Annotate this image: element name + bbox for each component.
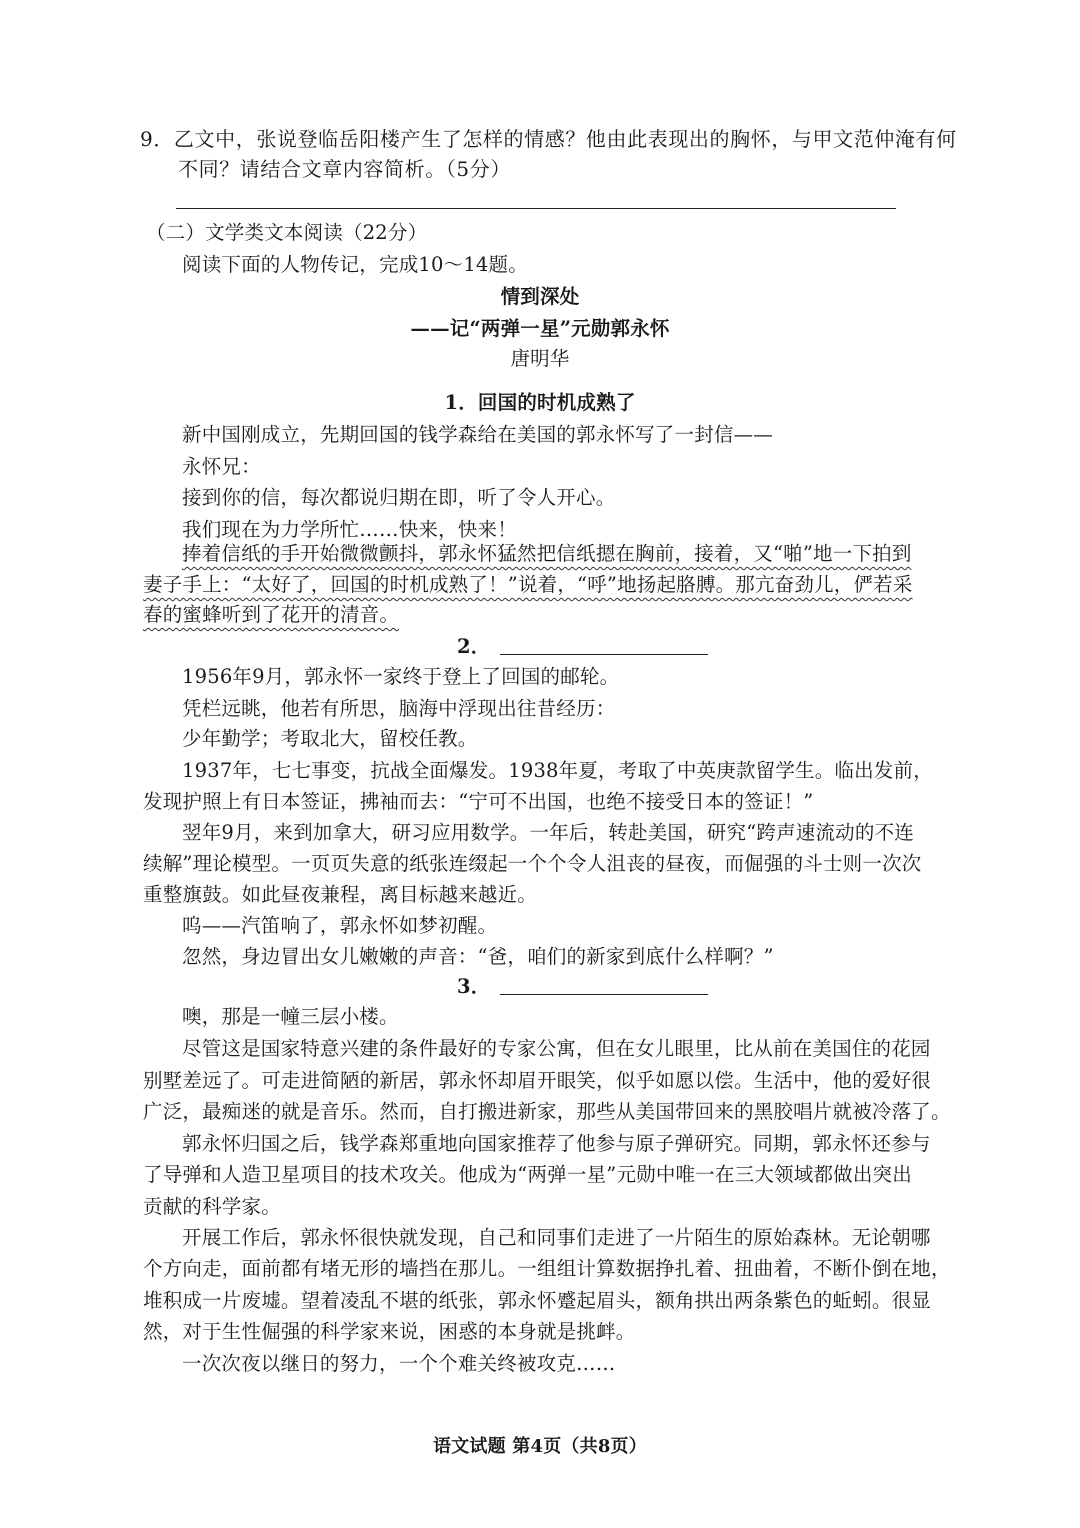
- paragraph-line: 贡献的科学家。: [143, 1195, 281, 1218]
- underlined-passage-line: 妻子手上：“太好了，回国的时机成熟了！”说着，“呼”地扬起胳膊。那亢奋劲儿，俨若采: [143, 573, 913, 596]
- section-title: （二）文学类文本阅读（22分）: [146, 221, 428, 244]
- paragraph-line: 重整旗鼓。如此昼夜兼程，离目标越来越近。: [143, 883, 538, 906]
- paragraph-line: 开展工作后，郭永怀很快就发现，自己和同事们走进了一片陌生的原始森林。无论朝哪: [182, 1226, 931, 1249]
- paragraph-line: 1937年，七七事变，抗战全面爆发。1938年夏，考取了中英庚款留学生。临出发前，: [182, 759, 933, 782]
- paragraph-line: 接到你的信，每次都说归期在即，听了令人开心。: [182, 486, 616, 509]
- page-footer: 语文试题 第4页（共8页）: [433, 1436, 647, 1457]
- paragraph-line: 呜——汽笛响了，郭永怀如梦初醒。: [182, 914, 498, 937]
- paragraph-line: 了导弹和人造卫星项目的技术攻关。他成为“两弹一星”元勋中唯一在三大领域都做出突出: [143, 1163, 912, 1186]
- underlined-passage-line: 春的蜜蜂听到了花开的清音。: [143, 603, 400, 626]
- paragraph-line: 然，对于生性倔强的科学家来说，困惑的本身就是挑衅。: [143, 1320, 636, 1343]
- paragraph-line: 我们现在为力学所忙……快来，快来！: [182, 518, 517, 541]
- part-2-heading: [457, 634, 708, 660]
- paragraph-line: 续解”理论模型。一页页失意的纸张连缀起一个个令人沮丧的昼夜，而倔强的斗士则一次次: [143, 852, 922, 875]
- paragraph-line: 郭永怀归国之后，钱学森郑重地向国家推荐了他参与原子弹研究。同期，郭永怀还参与: [182, 1132, 931, 1155]
- paragraph-line: 广泛，最痴迷的就是音乐。然而，自打搬进新家，那些从美国带回来的黑胶唱片就被冷落了。: [143, 1100, 951, 1123]
- paragraph-line: 尽管这是国家特意兴建的条件最好的专家公寓，但在女儿眼里，比从前在美国住的花园: [182, 1037, 931, 1060]
- section-instruction: 阅读下面的人物传记，完成10～14题。: [182, 253, 528, 276]
- article-subtitle: ——记“两弹一星”元勋郭永怀: [410, 317, 670, 340]
- paragraph-line: 凭栏远眺，他若有所思，脑海中浮现出往昔经历：: [182, 697, 616, 720]
- paragraph-line: 发现护照上有日本签证，拂袖而去：“宁可不出国，也绝不接受日本的签证！”: [143, 790, 814, 813]
- question-9-line-2: 不同？请结合文章内容简析。（5分）: [178, 157, 511, 181]
- part-1-heading: 1．回国的时机成熟了: [444, 391, 636, 414]
- question-9-line-1: 9．乙文中，张说登临岳阳楼产生了怎样的情感？他由此表现出的胸怀，与甲文范仲淹有何: [140, 127, 957, 151]
- answer-line: [176, 208, 896, 209]
- paragraph-line: 1956年9月，郭永怀一家终于登上了回国的邮轮。: [182, 665, 620, 688]
- heading-blank: [500, 976, 708, 995]
- paragraph-line: 忽然，身边冒出女儿嫩嫩的声音：“爸，咱们的新家到底什么样啊？”: [182, 945, 774, 968]
- paragraph-line: 永怀兄：: [182, 455, 261, 478]
- paragraph-line: 个方向走，面前都有堵无形的墙挡在那儿。一组组计算数据挣扎着、扭曲着，不断仆倒在地，: [143, 1257, 951, 1280]
- part-2-number: 2．: [457, 635, 491, 658]
- heading-blank: [500, 636, 708, 655]
- article-title: 情到深处: [500, 285, 580, 308]
- paragraph-line: 一次次夜以继日的努力，一个个难关终被攻克……: [182, 1352, 616, 1375]
- paragraph-line: 翌年9月，来到加拿大，研习应用数学。一年后，转赴美国，研究“跨声速流动的不连: [182, 821, 914, 844]
- paragraph-line: 少年勤学；考取北大，留校任教。: [182, 727, 478, 750]
- underlined-passage-line: 捧着信纸的手开始微微颤抖，郭永怀猛然把信纸摁在胸前，接着，又“啪”地一下拍到: [182, 542, 912, 565]
- paragraph-line: 噢，那是一幢三层小楼。: [182, 1005, 399, 1028]
- paragraph-line: 新中国刚成立，先期回国的钱学森给在美国的郭永怀写了一封信——: [182, 423, 774, 446]
- paragraph-line: 别墅差远了。可走进简陋的新居，郭永怀却眉开眼笑，似乎如愿以偿。生活中，他的爱好很: [143, 1069, 932, 1092]
- paragraph-line: 堆积成一片废墟。望着凌乱不堪的纸张，郭永怀蹙起眉头，额角拱出两条紫色的蚯蚓。很显: [143, 1289, 932, 1312]
- part-3-number: 3．: [457, 975, 491, 998]
- part-3-heading: [457, 974, 708, 1000]
- article-author: 唐明华: [510, 347, 570, 370]
